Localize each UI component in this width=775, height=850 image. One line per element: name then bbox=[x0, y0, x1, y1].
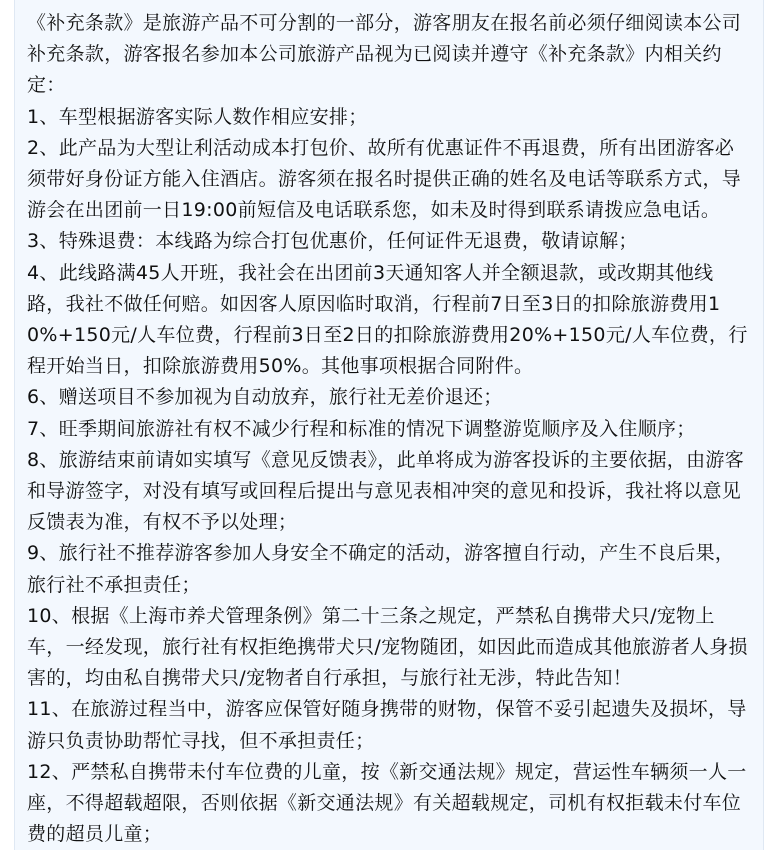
clause-11: 11、在旅游过程当中，游客应保管好随身携带的财物，保管不妥引起遗失及损坏，导游只负责协助帮忙寻找，但不承担责任； bbox=[27, 698, 747, 752]
intro-paragraph: 《补充条款》是旅游产品不可分割的一部分，游客朋友在报名前必须仔细阅读本公司补充条款，游客报名参加本公司旅游产品视为已阅读并遵守《补充条款》内相关约定： bbox=[27, 12, 742, 97]
clause-4: 4、此线路满45人开班，我社会在出团前3天通知客人并全额退款，或改期其他线路，我社不做任何赔。如因客人原因临时取消，行程前7日至3日的扣除旅游费用10%+150元/人车位费，行程前3日至2日的扣除旅游费用20%+150元/人车位费，行程开始当日，扣除旅游费用50%。其他事项根据合同附件。 bbox=[27, 261, 748, 378]
clause-2: 2、此产品为大型让利活动成本打包价、故所有优惠证件不再退费，所有出团游客必须带好身份证方能入住酒店。游客须在报名时提供正确的姓名及电话等联系方式，导游会在出团前一日19:00前短信及电话联系您，如未及时得到联系请拨应急电话。 bbox=[27, 136, 742, 222]
clause-12: 12、严禁私自携带未付车位费的儿童，按《新交通法规》规定，营运性车辆须一人一座，不得超载超限，否则依据《新交通法规》有关超载规定，司机有权拒载未付车位费的超员儿童； bbox=[27, 760, 747, 846]
clause-8: 8、旅游结束前请如实填写《意见反馈表》，此单将成为游客投诉的主要依据，由游客和导游签字，对没有填写或回程后提出与意见表相冲突的意见和投诉，我社将以意见反馈表为准，有权不予以处理； bbox=[27, 448, 744, 534]
clause-1: 1、车型根据游客实际人数作相应安排； bbox=[27, 105, 368, 128]
clause-3: 3、特殊退费：本线路为综合打包优惠价，任何证件无退费，敬请谅解； bbox=[27, 230, 638, 253]
clause-6: 6、赠送项目不参加视为自动放弃，旅行社无差价退还； bbox=[27, 386, 503, 409]
clause-10: 10、根据《上海市养犬管理条例》第二十三条之规定，严禁私自携带犬只/宠物上车，一经发现，旅行社有权拒绝携带犬只/宠物随团，如因此而造成其他旅游者人身损害的，均由私自携带犬只/宠物者自行承担，与旅行社无涉，特此告知！ bbox=[27, 604, 748, 690]
supplementary-terms-document bbox=[14, 0, 764, 850]
clause-7: 7、旺季期间旅游社有权不减少行程和标准的情况下调整游览顺序及入住顺序； bbox=[27, 417, 696, 440]
clause-9: 9、旅行社不推荐游客参加人身安全不确定的活动，游客擅自行动，产生不良后果，旅行社不承担责任； bbox=[27, 542, 735, 596]
